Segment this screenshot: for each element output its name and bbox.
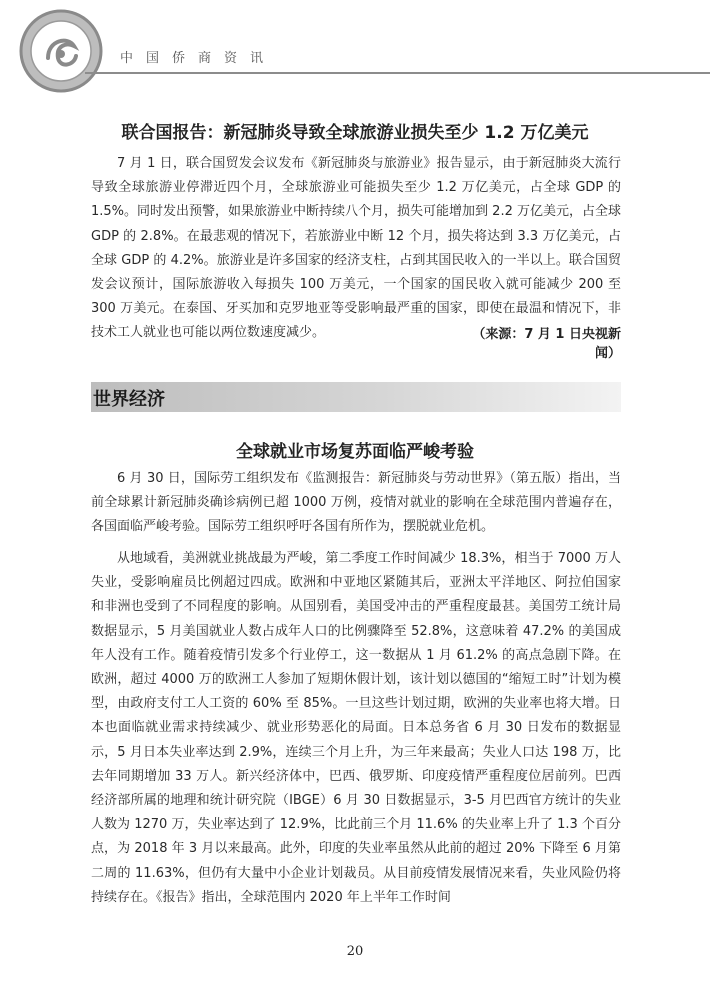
article-body-paragraph: 从地域看，美洲就业挑战最为严峻，第二季度工作时间减少 18.3%，相当于 7000 万人失业，受影响雇员比例超过四成。欧洲和中亚地区紧随其后，亚洲太平洋地区、阿拉伯国家和非洲也受到了不同程度的影响。从国别看，美国受冲击的严重程度最甚。美国劳工统计局数据显示，5 月美国就业人数占成年人口的比例骤降至 52.8%，这意味着 47.2% 的美国成年人没有工作。随着疫情引发多个行业停工，这一数据从 1 月 61.2% 的高点急剧下降。在欧洲，超过 4000 万的欧洲工人参加了短期休假计划，该计划以德国的“缩短工时”计划为模型，由政府支付工人工资的 60% 至 85%。一旦这些计划过期，欧洲的失业率也将大增。日本也面临就业需求持续减少、就业形势恶化的局面。日本总务省 6 月 30 日发布的数据显示，5 月日本失业率达到 2.9%，连续三个月上升，为三年来最高；失业人口达 198 万，比去年同期增加 33 万人。新兴经济体中，巴西、俄罗斯、印度疫情严重程度位居前列。巴西经济部所属的地理和统计研究院（IBGE）6 月 30 日数据显示，3-5 月巴西官方统计的失业人数为 1270 万，失业率达到了 12.9%，比此前三个月 11.6% 的失业率上升了 1.3 个百分点，为 2018 年 3 月以来最高。此外，印度的失业率虽然从此前的超过 20% 下降至 6 月第二周的 11.63%，但仍有大量中小企业计划裁员。从目前疫情发展情况来看，失业风险仍将持续存在。《报告》指出，全球范围内 2020 年上半年工作时间	[91, 551, 621, 905]
article-title: 联合国报告：新冠肺炎导致全球旅游业损失至少 1.2 万亿美元	[121, 123, 589, 143]
article-body-paragraph: 7 月 1 日，联合国贸发会议发布《新冠肺炎与旅游业》报告显示，由于新冠肺炎大流行导致全球旅游业停滞近四个月，全球旅游业可能损失至少 1.2 万亿美元，占全球 GDP 的 1.5%。同时发出预警，如果旅游业中断持续八个月，损失可能增加到 2.2 万亿美元，占全球 GDP 的 2.8%。在最悲观的情况下，若旅游业中断 12 个月，损失将达到 3.3 万亿美元，占全球 GDP 的 4.2%。旅游业是许多国家的经济支柱，占到其国民收入的一半以上。联合国贸发会议预计，国际旅游收入每损失 100 万美元，一个国家的国民收入就可能减少 200 至 300 万美元。在泰国、牙买加和克罗地亚等受影响最严重的国家，即使在最温和情况下，非技术工人就业也可能以两位数速度减少。	[91, 156, 621, 341]
page-header	[0, 0, 710, 100]
publication-logo	[18, 8, 104, 94]
article-source: （来源：7 月 1 日央视新闻）	[472, 327, 621, 361]
section-heading: 世界经济	[93, 389, 165, 410]
article-title: 全球就业市场复苏面临严峻考验	[236, 442, 474, 462]
running-title: 中国侨商资讯	[120, 51, 277, 66]
header-rule	[85, 72, 710, 74]
page-number: 20	[346, 944, 364, 959]
section-heading-bar	[91, 382, 621, 412]
article-body-paragraph: 6 月 30 日，国际劳工组织发布《监测报告：新冠肺炎与劳动世界》（第五版）指出，当前全球累计新冠肺炎确诊病例已超 1000 万例，疫情对就业的影响在全球范围内普遍存在，各国面临严峻考验。国际劳工组织呼吁各国有所作为，摆脱就业危机。	[91, 471, 621, 535]
